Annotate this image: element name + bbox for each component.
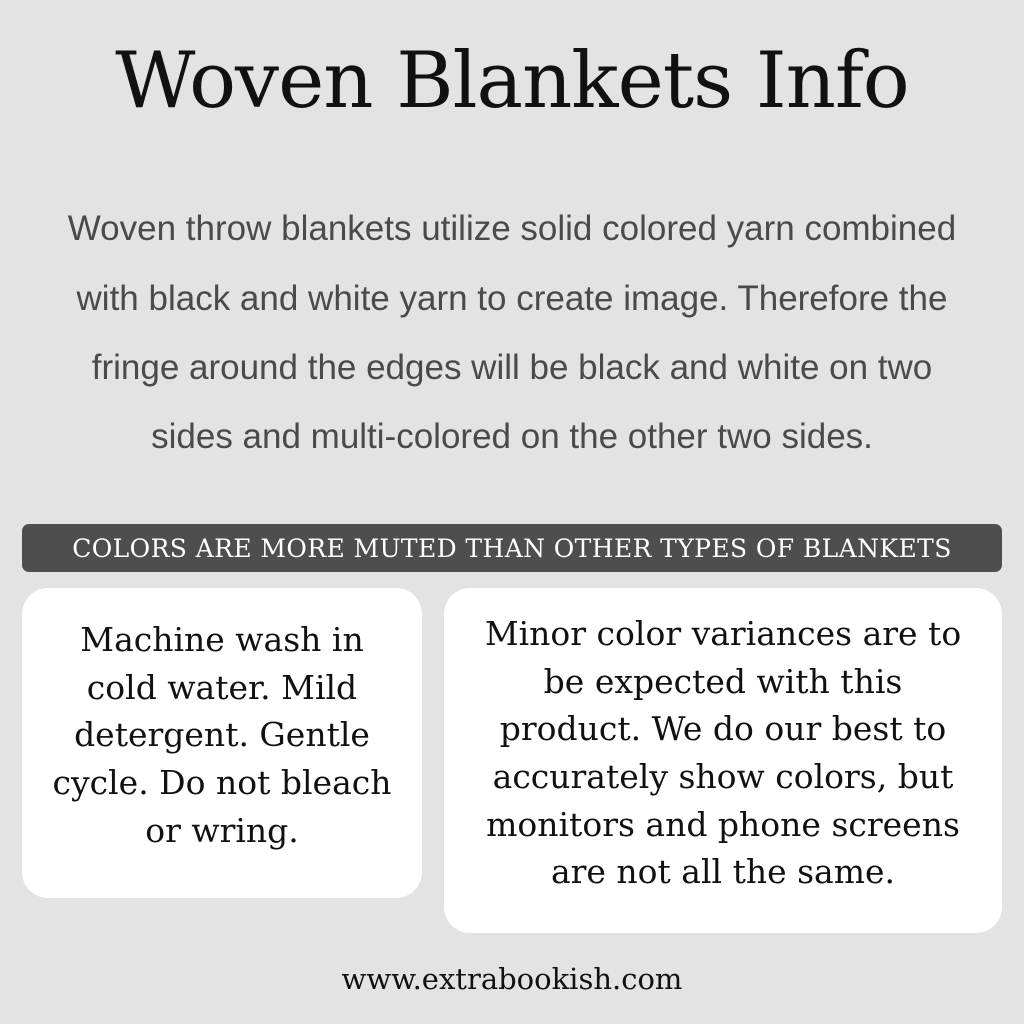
intro-paragraph: Woven throw blankets utilize solid colored yarn combined with black and white yarn to create image. Therefore the fringe around the edges will be black and white on two sides and multi-colored on the other two sides. (67, 209, 957, 457)
care-instructions-text: Machine wash in cold water. Mild detergent. Gentle cycle. Do not bleach or wring. (52, 620, 392, 850)
care-instructions-card (22, 588, 422, 898)
color-disclaimer-card (444, 588, 1002, 933)
website-url[interactable]: www.extrabookish.com (341, 962, 683, 996)
muted-colors-banner (22, 524, 1002, 572)
banner-label: COLORS ARE MORE MUTED THAN OTHER TYPES OF BLANKETS (72, 533, 952, 563)
page-title: Woven Blankets Info (115, 36, 909, 126)
color-disclaimer-text: Minor color variances are to be expected with this product. We do our best to accurately show colors, but monitors and phone screens are not all the same. (484, 614, 962, 892)
info-cards (22, 588, 1002, 933)
